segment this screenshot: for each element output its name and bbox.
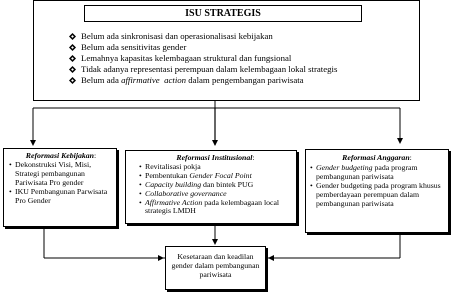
list-item: • Revitalisasi pokja [139,163,292,172]
reformasi-kebijakan-list [9,161,113,206]
issue-item [67,31,337,42]
list-item: • Gender budgeting pada program pembangunan pariwisata [310,164,444,182]
reformasi-anggaran-title: Reformasi Anggaran: [342,153,412,162]
issue-text-pre: Belum ada [81,75,122,86]
issue-item [67,42,337,53]
list-item: • Collaborative governance [139,190,292,199]
issue-item [67,53,337,64]
list-item: • Dekonstruksi Visi, Misi, Strategi pembangunan Pariwisata Pro gender [9,161,113,188]
reformasi-anggaran-box [305,149,449,233]
diamond-bullet-icon [69,77,76,84]
reformasi-institusional-box [125,150,297,224]
issue-item [67,64,337,75]
outcome-box [165,246,266,290]
diamond-bullet-icon [69,55,76,62]
issue-text: Belum ada sensitivitas gender [81,42,187,53]
diamond-bullet-icon [69,33,76,40]
reformasi-kebijakan-title: Reformasi Kebijakan: [25,151,97,160]
issue-text-em: affirmative action [121,75,187,86]
reformasi-institusional-list [139,163,292,216]
reformasi-kebijakan-box [3,148,117,227]
list-item: • Pembentukan Gender Focal Point [139,172,292,181]
strategic-issues-list [67,31,337,86]
list-item: • Affirmative Action pada kelembagaan local strategis LMDH [139,199,292,217]
issue-text: Belum ada sinkronisasi dan operasionalisasi kebijakan [81,31,273,41]
issue-text: Tidak adanya representasi perempuan dalam kelembagaan lokal strategis [81,64,338,75]
outcome-text: Kesetaraan dan keadilan gender dalam pembangunan pariwisata [171,252,260,279]
issue-text-post: dalam pengembangan pariwisata [186,75,304,86]
list-item: • Capacity building dan bintek PUG [139,181,292,190]
diamond-bullet-icon [69,66,76,73]
reformasi-anggaran-list [310,164,444,209]
list-item: • Gender budgeting pada program khusus pemberdayaan perempuan dalam pembangunan pariwisata [310,182,444,209]
reformasi-institusional-title: Reformasi Institusional: [176,153,255,162]
issue-item [67,75,337,86]
diamond-bullet-icon [69,44,76,51]
issue-text: Lemahnya kapasitas kelembagaan struktural dan fungsional [81,53,292,64]
list-item: • IKU Pembangunan Parwisata Pro Gender [9,188,113,206]
strategic-issues-title: ISU STRATEGIS [84,5,362,22]
